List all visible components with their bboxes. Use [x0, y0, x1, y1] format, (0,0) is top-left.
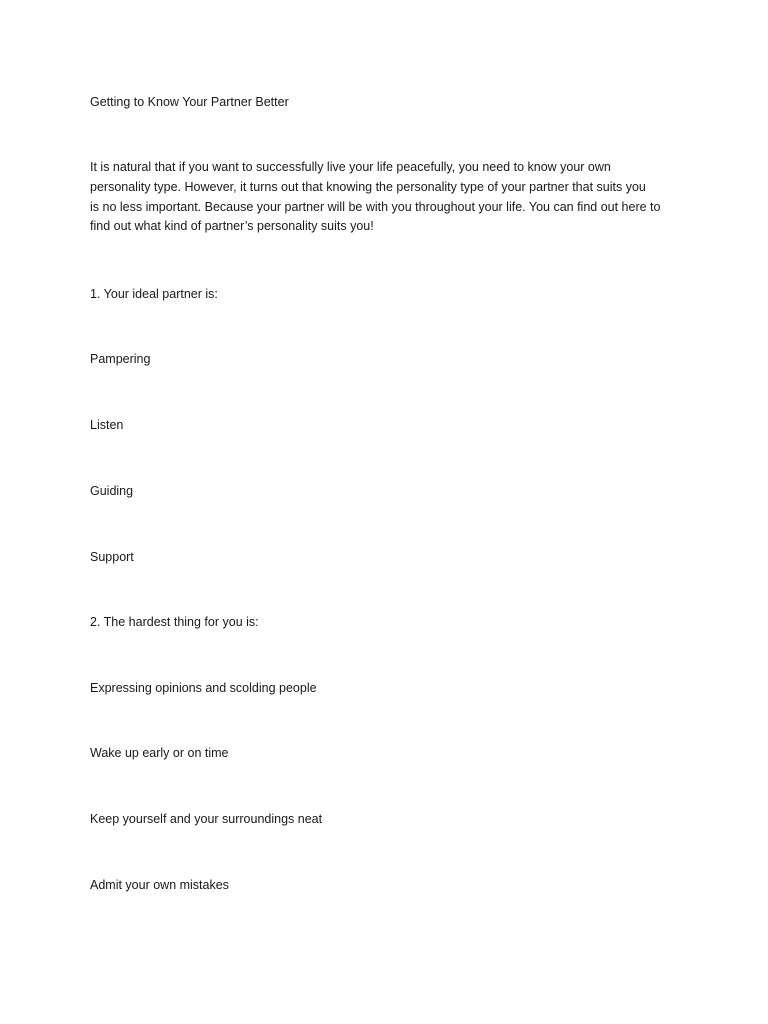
question-1: 1. Your ideal partner is:	[90, 287, 218, 301]
question-2-option: Expressing opinions and scolding people	[90, 681, 317, 695]
question-2-option: Admit your own mistakes	[90, 878, 229, 892]
question-2-option: Wake up early or on time	[90, 746, 229, 760]
intro-line: personality type. However, it turns out that knowing the personality type of your partner that suits you	[90, 179, 646, 194]
intro-line: is no less important. Because your partner will be with you throughout your life. You can find out here to	[90, 199, 661, 214]
intro-line: It is natural that if you want to successfully live your life peacefully, you need to know your own	[90, 160, 611, 174]
question-1-option: Guiding	[90, 484, 134, 498]
question-2: 2. The hardest thing for you is:	[90, 615, 259, 629]
question-1-option: Pampering	[90, 352, 151, 366]
question-1-option: Listen	[90, 418, 124, 432]
document-title: Getting to Know Your Partner Better	[90, 95, 289, 109]
intro-paragraph	[90, 158, 686, 237]
question-1-option: Support	[90, 550, 134, 564]
intro-line: find out what kind of partner’s personality suits you!	[90, 219, 374, 234]
question-2-option: Keep yourself and your surroundings neat	[90, 812, 323, 826]
